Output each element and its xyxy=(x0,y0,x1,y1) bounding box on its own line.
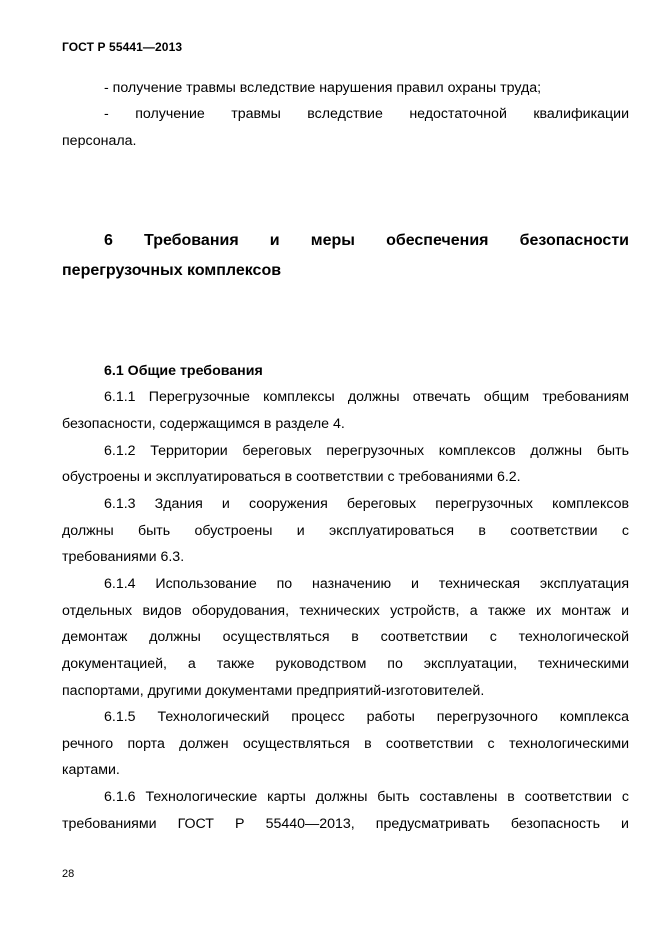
paragraph-6-1-1-line: безопасности, содержащимся в разделе 4. xyxy=(62,416,345,432)
document-code-header: ГОСТ Р 55441—2013 xyxy=(62,40,183,54)
paragraph-6-1-4-line: документацией, а также руководством по эксплуатации, техническими xyxy=(62,656,629,672)
paragraph-6-1-4-line: отдельных видов оборудования, технических устройств, а также их монтаж и xyxy=(62,603,629,619)
paragraph-6-1-4-line: паспортами, другими документами предприятий-изготовителей. xyxy=(62,683,485,699)
paragraph-6-1-5-line: 6.1.5 Технологический процесс работы перегрузочного комплекса xyxy=(104,709,629,725)
page-number: 28 xyxy=(62,868,75,880)
paragraph-6-1-6-line: требованиями ГОСТ Р 55440—2013, предусматривать безопасность и xyxy=(62,816,629,832)
paragraph-6-1-3-line: должны быть обустроены и эксплуатироваться в соответствии с xyxy=(62,523,629,539)
paragraph-6-1-4-line: 6.1.4 Использование по назначению и техническая эксплуатация xyxy=(104,576,629,592)
paragraph-6-1-3-line: 6.1.3 Здания и сооружения береговых перегрузочных комплексов xyxy=(104,496,629,512)
paragraph-6-1-5-line: речного порта должен осуществляться в соответствии с технологическими xyxy=(62,736,629,752)
section-heading-line1: 6 Требования и меры обеспечения безопасности xyxy=(104,232,629,249)
list-item-continuation: персонала. xyxy=(62,133,137,149)
paragraph-6-1-4-line: демонтаж должны осуществляться в соответствии с технологической xyxy=(62,629,629,645)
section-heading-line2: перегрузочных комплексов xyxy=(62,262,282,279)
paragraph-6-1-3-line: требованиями 6.3. xyxy=(62,549,185,565)
paragraph-6-1-5-line: картами. xyxy=(62,762,120,778)
list-item-injury-qualification: - получение травмы вследствие недостаточной квалификации xyxy=(104,106,629,122)
paragraph-6-1-2-line: 6.1.2 Территории береговых перегрузочных комплексов должны быть xyxy=(104,443,629,459)
paragraph-6-1-1-line: 6.1.1 Перегрузочные комплексы должны отвечать общим требованиям xyxy=(104,389,629,405)
paragraph-6-1-6-line: 6.1.6 Технологические карты должны быть составлены в соответствии с xyxy=(104,789,629,805)
paragraph-6-1-2-line: обустроены и эксплуатироваться в соответствии с требованиями 6.2. xyxy=(62,469,521,485)
subsection-heading: 6.1 Общие требования xyxy=(104,363,263,379)
list-item-injury-safety-rules: - получение травмы вследствие нарушения правил охраны труда; xyxy=(104,80,542,96)
